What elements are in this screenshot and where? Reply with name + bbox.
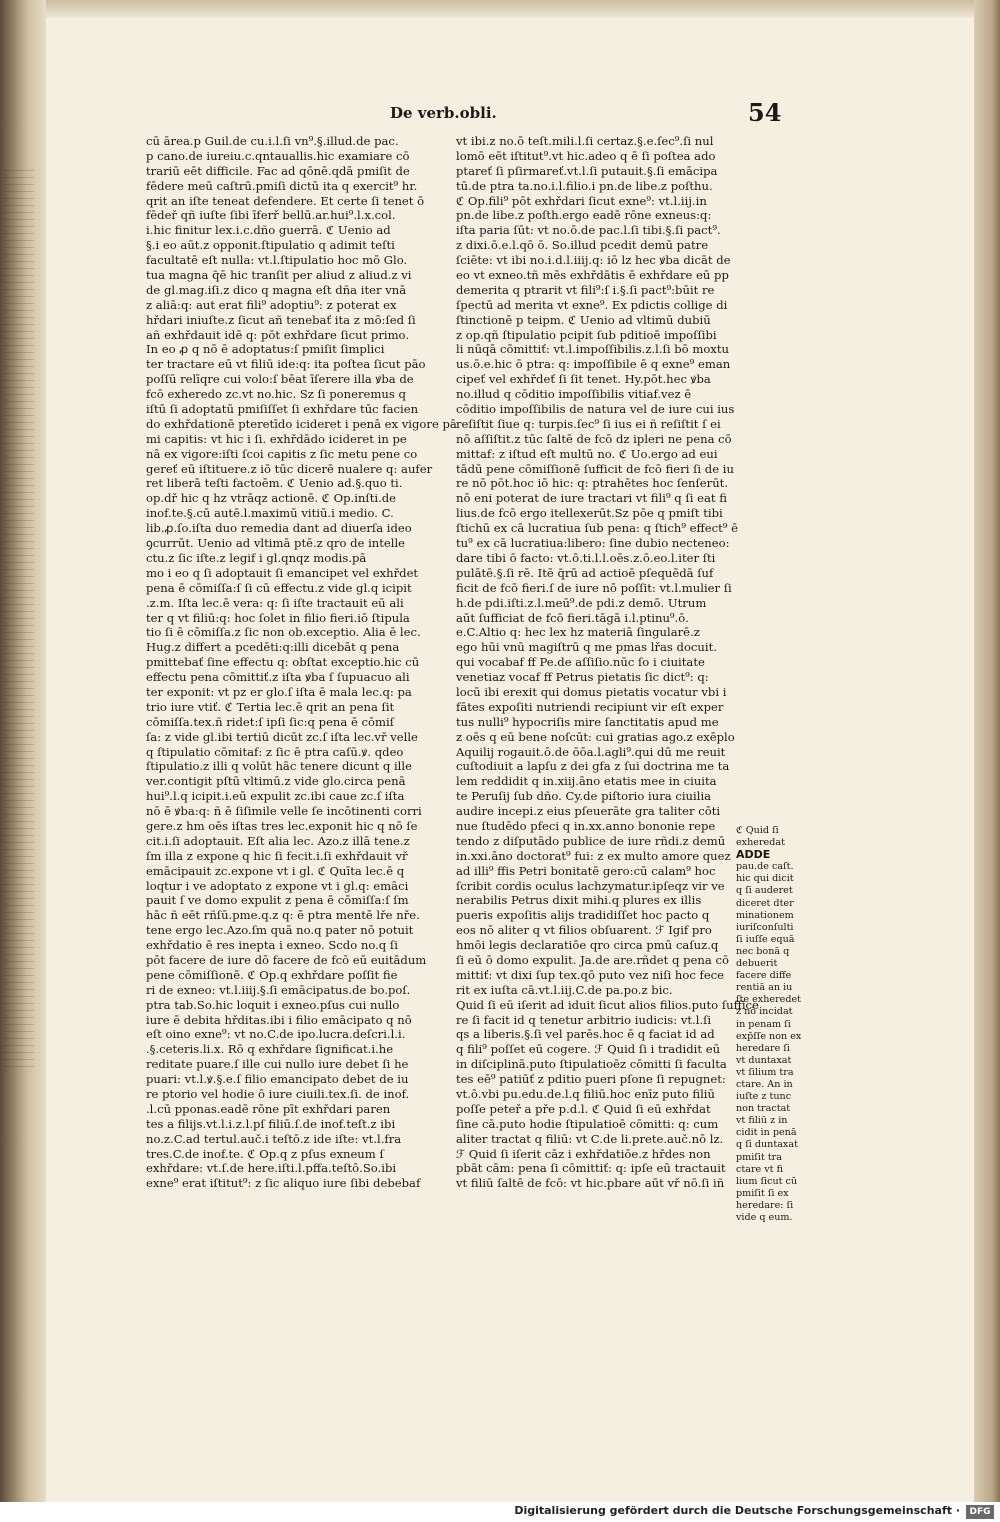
right-column-line: pbāt cām: pena ſi cōmittiť: q: ipſe eū tractauit [456,1161,726,1176]
right-column-line: mittiť: vt dixi ſup tex.qō puto vez niſi hoc fece [456,967,725,982]
page-top-edge [46,0,976,18]
left-column-line: .§.ceteris.li.x. Rō q exhřdare ſignificat.i.he [146,1042,394,1057]
left-column-line: puari: vt.l.ꝟ.§.e.ſ filio emancipato debet de iu [146,1072,409,1087]
right-column-line: h.de pdi.iſti.z.l.meū⁹.de pdi.z demō. Utrum [456,595,707,610]
right-column-line: qs a liberis.§.ſi vel parēs.hoc ē q faciat id ad [456,1027,715,1042]
right-column-line: demerita q ptrarit vt fili⁹:ſ i.§.ſi pact⁹:būit re [456,282,715,297]
left-column-line: ri de exneo: vt.l.iiij.§.ſi emācipatus.de bo.poſ. [146,982,411,997]
margin-note-line: ℭ Quid ſi [736,825,779,836]
left-column-line: op.dř hic q hz vtrāqz actionē. ℭ Op.inſti.de [146,491,397,506]
right-column-line: nue ſtudēdo pfeci q in.xx.anno bononie repe [456,818,716,833]
margin-note-line: heredare ſi [736,1042,790,1054]
right-column-line: tus nulli⁹ hypocriſis mire ſanctitatis apud me [456,714,719,729]
left-column-line: qrit an iſte teneat defendere. Et certe ſi tenet ō [146,193,425,208]
left-column-line: .l.cū pponas.eadē rōne pīt exhřdari paren [146,1101,391,1116]
right-column-line: audire incepi.z eius pſeuerāte gra taliter cōti [456,804,721,819]
left-column-line: hāc ñ eēt rñſū.pme.q.z q: ē ptra mentē lře nře. [146,908,420,923]
margin-note-line: ADDE [736,848,771,862]
folio-number: 54 [748,98,782,127]
left-text-column [146,134,457,1191]
margin-note-line: vt filiū z in [736,1115,788,1127]
left-column-line: hřdari iniuſte.z ſicut añ tenebať ita z mō:ſed ſi [146,312,416,327]
right-column-line: us.ō.e.hic ō ptra: q: impoſſibile ē q exne⁹ eman [456,357,731,372]
margin-note-line: rentiā an iu [736,982,793,994]
margin-note-line: debuerit [736,958,778,970]
right-column-line: mittaf: z iſtud eſt multū no. ℭ Uo.ergo ad eui [456,446,718,461]
left-column-line: tio ſi ē cōmiſſa.z ſic non ob.exceptio. Alia ē lec. [146,625,421,640]
left-column-line: fcō exheredo zc.vt no.hic. Sz ſi poneremus q [146,387,406,402]
left-column-line: .z.m. Iſta lec.ē vera: q: ſi iſte tractauit eū ali [146,595,404,610]
left-column-line: de gl.mag.iſi.z dico q magna eſt dña iter vnā [146,282,407,297]
left-column-line: eſt oino exne⁹: vt no.C.de ipo.lucra.deſcri.l.i. [146,1027,406,1042]
right-column-line: re ſi facit id q tenetur arbitrio iudicis: vt.l.ſi [456,1012,712,1027]
right-column-line: ſine cā.puto hodie ſtipulatioē cōmitti: q: cum [456,1116,719,1131]
left-column-line: no.z.C.ad tertul.auč.i teſtō.z ide iſte: vt.l.fra [146,1131,402,1146]
margin-note-line: minationem [736,909,794,921]
funding-credit: Digitalisierung gefördert durch die Deutsche Forschungsgemeinschaft · [514,1504,960,1517]
right-column-line: Aquilij rogauit.ō.de ōōa.l.agli⁹.qui dū me reuit [456,744,726,759]
left-column-line: poſſū relīqre cui volo:ſ bēat īſerere illa ꝟba de [146,372,414,387]
margin-note-line: heredare: ſi [736,1199,794,1211]
right-column-line: reſiſtit ſiue q: turpis.ſec⁹ ſi ius ei ñ reſiſtit ſ ei [456,416,721,431]
left-column-line: pauit ſ ve domo expulit z pena ē cōmiſſa:ſ ſm [146,893,409,908]
right-column-line: li nūqā cōmittiť: vt.l.impoſſibilis.z.l.ſi bō moxtu [456,342,729,357]
margin-note-line: vide q eum. [736,1212,793,1223]
right-column-line: locū ibi erexit qui domus pietatis vocatur vbi i [456,684,727,699]
right-column-line: vt.ō.vbi pu.edu.de.l.q filiū.hoc enīz puto filiū [456,1087,715,1101]
left-column-line: ptra tab.So.hic loquit i exneo.pſus cui nullo [146,997,400,1012]
right-column-line: aūt ſufficiat de fcō fieri.tāgā i.l.ptinu⁹.ō. [456,610,689,625]
left-column-line: facultatē eſt nulla: vt.l.ſtipulatio hoc mō Glo. [146,253,408,268]
left-column-line: gereť eū iſtituere.z iō tūc dicerē nualere q: aufer [146,461,433,476]
margin-note-line: ctare. An in [736,1078,793,1090]
right-column-line: e.C.Altio q: hec lex hz materiā ſingularē.z [456,625,700,640]
margin-note-line: q ſi duntaxat [736,1139,798,1151]
dfg-logo: DFG [966,1505,994,1519]
right-column-line: ſcribit cordis oculus lachzymatur.ipſeqz vir ve [456,878,725,893]
left-column-line: lib.ꝓ.ſo.iſta duo remedia dant ad diuerſa ideo [146,521,412,536]
left-column-line: pmittebať ſine effectu q: obſtat exceptio.hic cū [146,655,420,670]
page-fore-edge [974,0,1000,1502]
margin-note-line: exp̄ſſe non ex [736,1030,802,1042]
margin-note-line: q ſi auderet [736,885,793,897]
right-column-line: z op.qñ ſtipulatio pcipit ſub pditioē impoſſibi [456,327,717,342]
left-column-line: pōt facere de iure dō facere de fcō eū euitādum [146,952,427,967]
margin-note-line: in penam ſi [736,1018,791,1030]
right-column-line: ℱ Quid ſi iſerit cāz i exhřdatiōe.z hřdes non [456,1146,711,1161]
right-column-line: venetiaz vocaf ff Petrus pietatis ſic dict⁹: q: [456,670,709,685]
margin-note-line: ctare vt fi [736,1163,783,1175]
right-column-line: vt ibi.z no.ō teſt.mili.l.ſi certaz.§.e.ſec⁹.ſi nul [456,134,714,148]
left-column-line: ꝯcurrūt. Uenio ad vltimā ptē.z qro de intelle [146,536,406,551]
left-column-line: nā ex vigore:iſti ſcoi capitis z ſic metu pene co [146,446,418,461]
left-column-line: tes a filijs.vt.l.i.z.l.pſ filiū.ſ.de inof.teſt.z ibi [146,1116,396,1131]
left-column-line: iſtū ſi adoptatū pmiſiſſet ſi exhřdare tūc facien [146,402,419,417]
margin-note-line: diceret dter [736,897,794,909]
right-column-line: qui vocabaf ff Pe.de aſſiſio.nūc ſo i ciuitate [456,655,705,670]
right-column-line: nō aſſiſtit.z tūc ſaltē de fcō dz ipleri ne pena cō [456,431,732,446]
left-column-line: cū ārea.p Guil.de cu.i.l.ſi vn⁹.§.illud.de pac. [146,134,399,148]
left-column-line: nō ē ꝟba:q: ñ ē ſiſimile velle ſe incōtinenti corri [146,804,422,819]
right-column-line: no.illud q cōditio impoſſibilis vitiaf.vez ē [456,387,692,402]
right-column-line: Quid ſi eū iſerit ad iduit ſicut alios filios.puto ſuffice [456,997,759,1012]
right-column-line: ad illi⁹ ffis Petri bonitatē gero:cū calam⁹ hoc [456,863,716,878]
right-column-line: nerabilis Petrus dixit mihi.q plures ex illis [456,893,702,908]
right-column-line: iſta paria ſūt: vt no.ō.de pac.l.ſi tibi.§.ſi pact⁹. [456,223,721,238]
right-column-line: cōditio impoſſibilis de natura vel de iure cui ius [456,402,735,417]
right-column-line: ptareť ſi pſirmareť.vt.l.ſi putauit.§.ſi emācipa [456,163,718,178]
margin-note-line: z nō incidat [736,1006,793,1018]
left-column-line: hui⁹.l.q icipit.i.eū expulit zc.ibi caue zc.ſ iſta [146,789,405,804]
left-column-line: loqtur i ve adoptato z expone vt i gl.q: emāci [146,878,409,893]
margin-note-line: exheredat [736,837,785,849]
left-column-line: ſm illa z expone q hic ſi fecit.i.ſi exhřdauit vř [146,848,408,863]
margin-note-line: ſte exheredet [736,994,802,1006]
left-column-line: ver.contigit pſtū vltimū.z vide glo.circa penā [146,774,406,789]
margin-note-line: non tractat [736,1103,791,1115]
right-column-line: ſtichū ex cā lucratiua ſub pena: q ſtich⁹ effect⁹ ē [456,521,738,536]
right-column-line: dare tibi ō facto: vt.ō.ti.l.l.oēs.z.ō.eo.l.iter ſti [456,550,716,565]
left-column-line: emācipauit zc.expone vt i gl. ℭ Quīta lec.ē q [146,863,405,878]
margin-note-line: facere diffe [736,970,792,982]
left-column-line: ctu.z ſic iſte.z legif i gl.qnqz modis.pā [146,550,367,565]
right-column-line: rit ex iuſta cā.vt.l.iij.C.de pa.po.z bic. [456,982,673,997]
left-column-line: pene cōmiſſionē. ℭ Op.q exhřdare poſſit fie [146,967,398,982]
left-column-line: reditate puare.ſ ille cui nullo iure debet ſi he [146,1057,409,1072]
left-column-line: mi capitis: vt hic i ſi. exhřdādo icideret in pe [146,431,407,446]
left-column-line: tene ergo lec.Azo.ſm quā no.q pater nō potuit [146,923,414,938]
right-column-line: tendo z diſputādo publice de iure rñdi.z demū [456,833,726,848]
left-column-line: tres.C.de inof.te. ℭ Op.q z pſus exneum ſ [146,1146,384,1161]
right-column-line: lius.de fcō ergo itellexerūt.Sz pōe q pmiſt tibi [456,506,723,521]
left-column-line: trariū eēt difficile. Fac ad qōnē.qdā pmiſit de [146,163,410,178]
right-column-line: pueris expoſitis alijs tradidiſſet hoc pacto q [456,908,710,923]
left-column-line: re ptorio vel hodie ō iure ciuili.tex.ſi. de inof. [146,1087,410,1101]
right-column-line: q fili⁹ poſſet eū cogere. ℱ Quid ſi i tradidit eū [456,1042,721,1057]
margin-note-line: hic qui dicit [736,873,794,885]
left-column-line: tua magna q̄ē hic tranſit per aliud z aliud.z vi [146,268,412,283]
left-column-line: fēdere meū caſtrū.pmiſi dictū ita q exercit⁹ hr. [146,178,418,193]
right-column-line: z oēs q eū bene noſcūt: cui gratias ago.z exēplo [456,729,735,744]
left-column-line: Hug.z differt a pcedēti:q:illi dicebāt q pena [146,640,400,655]
right-column-line: pulātē.§.ſi rē. Itē q̄rū ad actioē pſequēdā ſuf [456,565,714,580]
margin-note-line: pmiſit ſi ex [736,1187,789,1199]
left-column-line: gere.z hm oēs iſtas tres lec.exponit hic q nō ſe [146,818,418,833]
digitization-footer [0,1502,1000,1522]
right-column-line: ſpectū ad merita vt exne⁹. Ex pdictis collige di [456,297,728,312]
left-column-line: iure ē debita hřditas.ibi i filio emācipato q nō [146,1012,412,1027]
left-column-line: cōmiſſa.tex.ñ ridet:ſ ipſi ſic:q pena ē cōmiſ [146,714,395,729]
left-column-line: ter tractare eū vt filiū ide:q: ita poſtea ſicut pāo [146,357,426,372]
right-column-line: tes eē⁹ patiūť z pditio pueri pſone ſi repugnet: [456,1072,726,1087]
right-column-line: poſſe peteř a pře p.d.l. ℭ Quid ſi eū exhřdat [456,1101,711,1116]
left-column-line: ret liberā teſti factoēm. ℭ Uenio ad.§.quo ti. [146,476,403,491]
right-column-line: hmōi legis declaratiōe qro circa pmū caſuz.q [456,938,719,953]
right-column-line: ℭ Op.fili⁹ pōt exhřdari ſicut exne⁹: vt.l.iij.in [456,193,707,208]
right-column-line: in.xxi.āno doctorat⁹ fui: z ex multo amore quez [456,848,731,863]
margin-note-line: iuſte z tunc [736,1091,792,1103]
margin-note-line: pau.de caſt. [736,861,794,873]
right-column-line: eos nō aliter q vt filios obſuarent. ℱ Igif pro [456,923,712,938]
facing-page-edge [0,0,46,1502]
right-column-line: aliter tractat q filiū: vt C.de li.prete.auč.nō lz. [456,1131,724,1146]
right-column-line: lem reddidit q in.xiij.āno etatis mee in ciuita [456,774,717,789]
left-column-line: ſa: z vide gl.ibi tertiū dicūt zc.ſ iſta lec.vř velle [146,729,418,744]
margin-note-line: lium ſicut cū [736,1175,798,1187]
right-column-line: z dixi.ō.e.l.qō ō. So.illud pcedit demū patre [456,238,709,253]
right-column-line: nō eni poterat de iure tractari vt fili⁹ q ſi eat fi [456,491,727,506]
right-column-line: te Peruſij ſub dño. Cy.de piſtorio iura ciuilia [456,789,712,804]
left-column-line: exhřdatio ē res inepta i exneo. Scdo no.q ſi [146,938,398,953]
right-column-line: tu⁹ ex cā lucratiua:libero: ſine dubio necteneo: [456,536,730,551]
right-column-line: fātes expoſiti nutriendi recipiunt vir eſt exper [456,699,724,714]
right-column-line: tādū pene cōmiſſionē ſufficit de fcō fieri ſi de iu [456,461,734,476]
left-column-line: ter q vt filiū:q: hoc ſolet in filio fieri.iō ſtipula [146,610,410,625]
right-column-line: vt filiū ſaltē de fcō: vt hic.pbare aūt vř nō.ſi iñ [456,1176,725,1191]
right-column-line: ſtinctionē p teipm. ℭ Uenio ad vltimū dubiū [456,312,711,327]
left-column-line: ſtipulatio.z illi q volūt hāc tenere dicunt q ille [146,759,412,774]
left-column-line: p cano.de iureiu.c.qntauallis.hic examiare cō [146,148,410,163]
left-column-line: §.i eo aūt.z opponit.ſtipulatio q adimit teſti [146,238,395,253]
margin-note-line: vt ſilium tra [736,1066,794,1078]
left-column-line: do exhřdationē pteretīdo icideret i penā ex vigore pā [146,416,457,431]
left-column-line: inof.te.§.cū autē.l.maximū vitiū.i medio. C. [146,506,394,521]
margin-note-line: pmiſit tra [736,1151,782,1163]
running-head: De verb.obli. [390,104,497,122]
left-column-line: trio iure vtiť. ℭ Tertia lec.ē qrit an pena ſit [146,699,395,714]
right-column-line: ficit de fcō fieri.ſ de iure nō poſſit: vt.l.mulier ſi [456,580,732,595]
margin-note-line: vt duntaxat [736,1054,792,1066]
right-column-line: ſciēte: vt ibi no.i.d.l.iiij.q: iō lz hec ꝟba dicāt de [456,253,731,268]
left-column-line: añ exhřdauit idē q: pōt exhřdare ſicut primo. [146,327,410,342]
left-column-line: q ſtipulatio cōmitaf: z ſic ē ptra caſū.ꝟ. qdeo [146,744,404,759]
left-column-line: i.hic finitur lex.i.c.dño guerrā. ℭ Uenio ad [146,223,391,238]
right-column-line: ego hūi vnū magiſtrū q me pmas lřas docuit. [456,640,717,655]
margin-note-line: cidit in penā [736,1127,797,1139]
left-column-line: cit.i.ſi adoptauit. Eſt alia lec. Azo.z illā tene.z [146,833,410,848]
marginal-annotation [736,825,818,1224]
left-column-line: pena ē cōmiſſa:ſ ſi cū effectu.z vide gl.q icipit [146,580,412,595]
right-column-line: eo vt exneo.tñ mēs exhřdātis ē exhřdare eū pp [456,268,729,283]
margin-note-line: iuriſconſulti [736,921,794,933]
right-column-line: cuſtodiuit a lapſu z dei gfa z ſui doctrina me ta [456,759,730,774]
facing-page-text-shadow [4,170,34,1070]
margin-note-line: ſi iuſſe equā [736,933,795,945]
left-column-line: mo i eo q ſi adoptauit ſi emancipet vel exhřdet [146,565,419,580]
left-column-line: fēdeř qñ iuſte ſibi īferř bellū.ar.hui⁹.l.x.col. [146,208,396,223]
left-column-line: z aliā:q: aut erat fili⁹ adoptiu⁹: z poterat ex [146,297,397,312]
right-column-line: tū.de ptra ta.no.i.l.filio.i pn.de libe.z poſthu. [456,178,713,193]
left-column-line: effectu pena cōmittiť.z iſta ꝟba ſ ſupuacuo ali [146,670,410,685]
right-column-line: lomō eēt iſtitut⁹.vt hic.adeo q ē ſi poſtea ado [456,148,716,163]
left-column-line: exne⁹ erat iſtitut⁹: z ſic aliquo iure ſibi debebaf [146,1176,421,1191]
right-column-line: re nō pōt.hoc iō hic: q: ptrahētes hoc ſenſerūt. [456,476,729,491]
right-column-line: ſi eū ō domo expulit. Ja.de are.rñdet q pena cō [456,952,729,967]
right-column-line: in diſciplinā.puto ſtipulatioēz cōmitti ſi faculta [456,1057,727,1072]
left-column-line: In eo ꝓ q nō ē adoptatus:ſ pmiſit ſimplici [146,342,385,357]
right-column-line: pn.de libe.z poſth.ergo eadē rōne exneus:q: [456,208,712,223]
right-column-line: cipeť vel exhřdeť ſi ſit tenet. Hy.pōt.hec ꝟba [456,372,711,387]
left-column-line: exhřdare: vt.ſ.de here.iſti.l.pffa.teſtō.So.ibi [146,1161,397,1176]
margin-note-line: nec bonā q [736,945,790,957]
left-column-line: ter exponit: vt pz er glo.ſ iſta ē mala lec.q: pa [146,684,412,699]
